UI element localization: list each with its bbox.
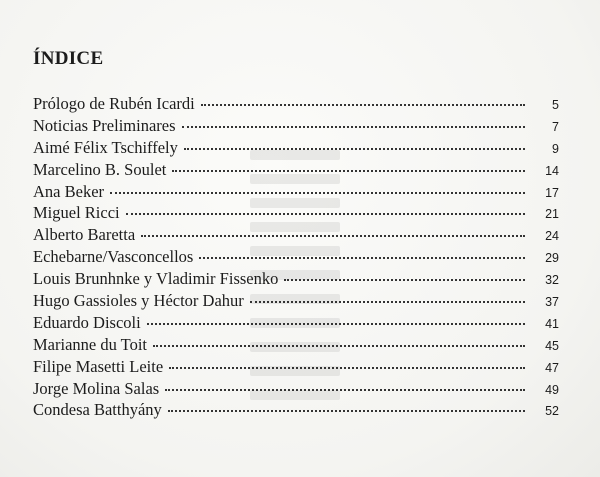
dot-leader	[284, 279, 525, 281]
entry-title: Prólogo de Rubén Icardi	[33, 94, 195, 113]
toc-entry	[33, 313, 559, 335]
toc-entry	[33, 291, 559, 313]
toc-entry	[33, 357, 559, 379]
entry-title: Jorge Molina Salas	[33, 378, 160, 398]
entry-title: Filipe Masetti Leite	[33, 356, 164, 376]
entry-title: Noticias Preliminares	[33, 115, 176, 135]
dot-leader	[141, 235, 525, 237]
toc-entry	[33, 160, 559, 182]
dot-leader	[169, 367, 525, 369]
entry-page-number: 41	[545, 316, 559, 331]
dot-leader	[199, 257, 525, 259]
entry-title: Alberto Baretta	[33, 225, 136, 245]
entry-title: Ana Beker	[33, 181, 105, 201]
entry-page-number: 5	[552, 98, 559, 112]
dot-leader	[182, 126, 525, 128]
entry-page-number: 47	[545, 360, 559, 375]
toc-entry	[33, 203, 559, 225]
entry-page-number: 7	[552, 119, 559, 134]
index-heading: ÍNDICE	[33, 48, 104, 69]
toc-entry	[33, 400, 559, 422]
toc-entry	[33, 379, 559, 401]
dot-leader	[110, 192, 525, 194]
entry-title: Echebarne/Vasconcellos	[33, 247, 194, 267]
toc-entry	[33, 225, 559, 247]
toc-entry	[33, 182, 559, 204]
entry-title: Marianne du Toit	[33, 334, 148, 354]
entry-title: Eduardo Discoli	[33, 312, 141, 332]
entry-page-number: 52	[545, 404, 559, 419]
entry-title: Aimé Félix Tschiffely	[33, 137, 178, 157]
dot-leader	[126, 213, 525, 215]
dot-leader	[184, 148, 525, 150]
entry-page-number: 21	[545, 207, 559, 222]
toc-entry	[33, 335, 559, 357]
dot-leader	[250, 301, 525, 303]
entry-title: Condesa Batthyány	[33, 400, 162, 420]
entry-title: Miguel Ricci	[33, 203, 120, 223]
entry-page-number: 9	[552, 141, 559, 156]
toc-entry	[33, 247, 559, 269]
dot-leader	[201, 104, 525, 106]
table-of-contents	[33, 94, 559, 422]
entry-title: Marcelino B. Soulet	[33, 159, 167, 179]
toc-entry	[33, 116, 559, 138]
dot-leader	[168, 410, 525, 412]
entry-page-number: 17	[545, 185, 559, 200]
entry-page-number: 49	[545, 382, 559, 397]
dot-leader	[153, 345, 525, 347]
toc-entry	[33, 94, 559, 116]
entry-page-number: 45	[545, 338, 559, 353]
entry-page-number: 14	[545, 163, 559, 178]
toc-entry	[33, 138, 559, 160]
entry-page-number: 24	[545, 229, 559, 244]
dot-leader	[165, 389, 525, 391]
entry-page-number: 32	[545, 273, 559, 288]
entry-page-number: 37	[545, 295, 559, 310]
toc-entry	[33, 269, 559, 291]
dot-leader	[172, 170, 525, 172]
entry-title: Louis Brunhnke y Vladimir Fissenko	[33, 269, 279, 289]
entry-page-number: 29	[545, 251, 559, 266]
entry-title: Hugo Gassioles y Héctor Dahur	[33, 291, 244, 311]
dot-leader	[147, 323, 525, 325]
